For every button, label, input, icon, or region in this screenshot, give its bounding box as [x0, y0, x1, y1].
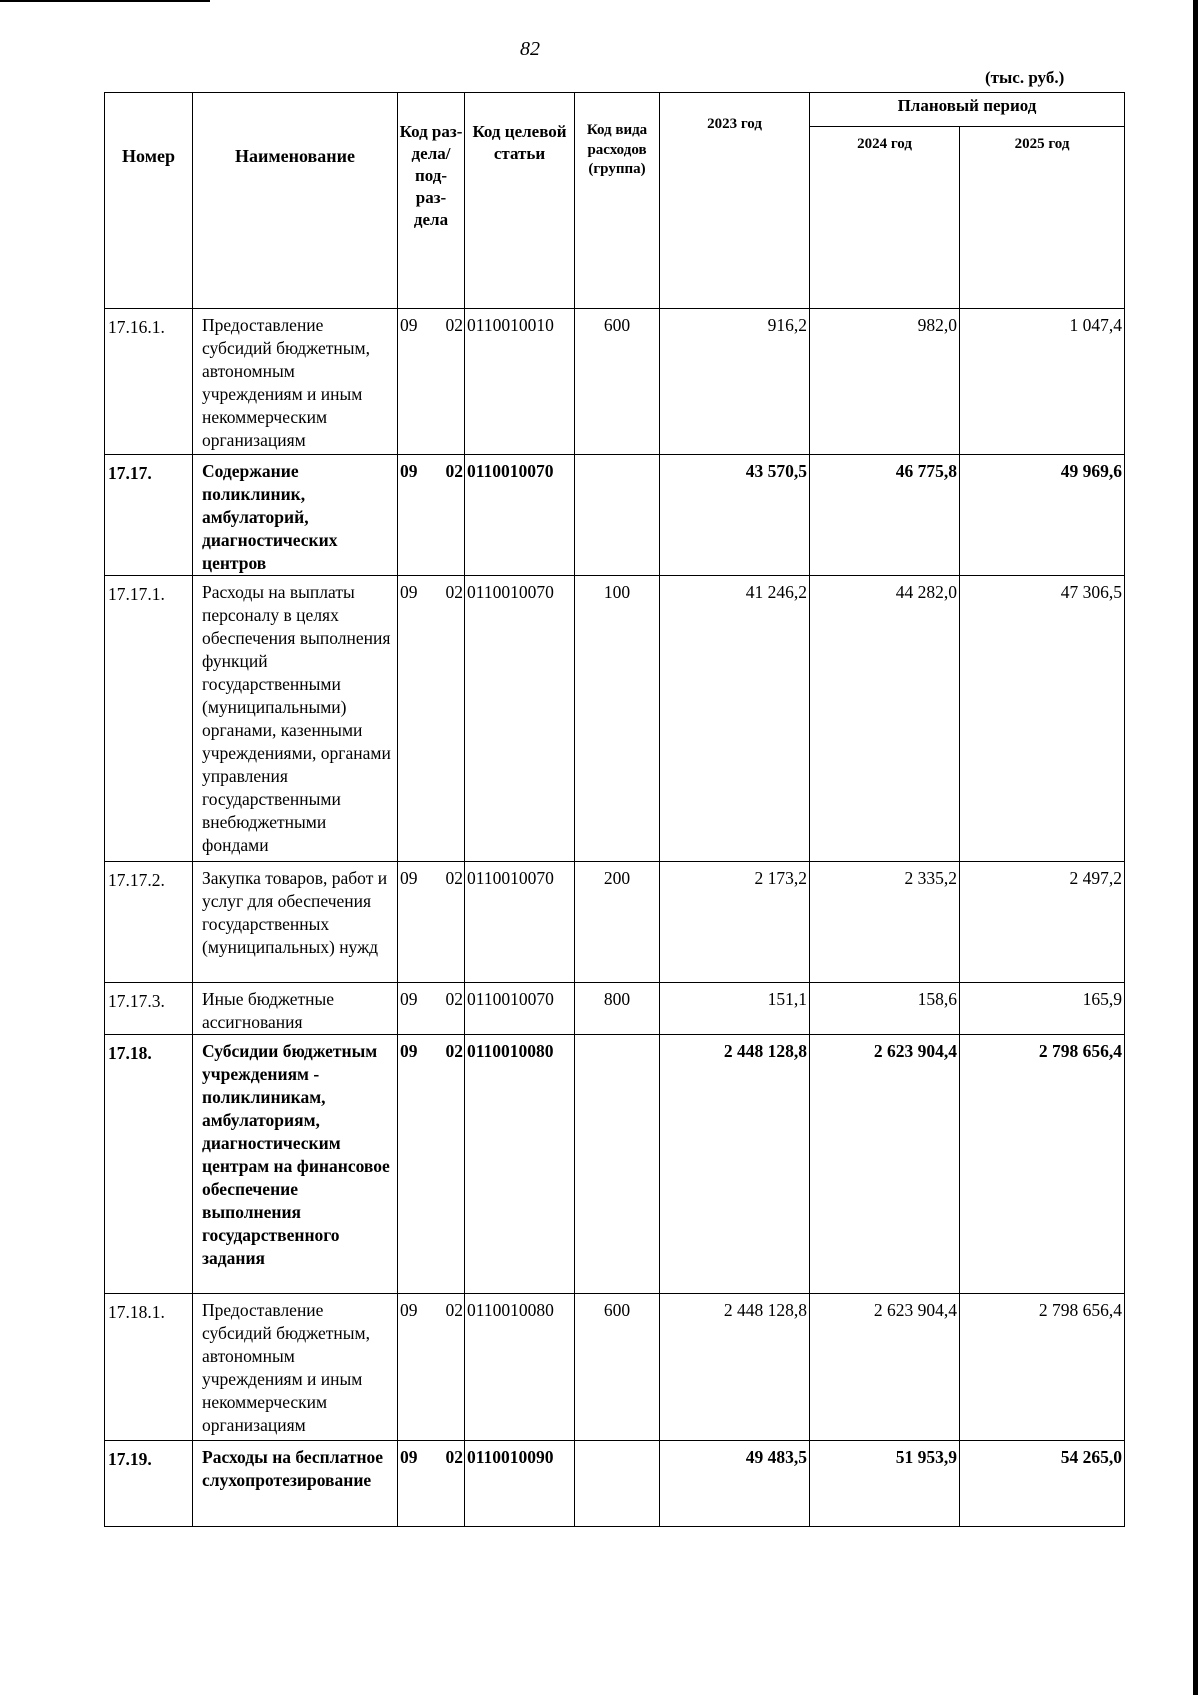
header-2024: 2024 год: [810, 127, 960, 309]
row-value-2023: 2 448 128,8: [660, 1294, 810, 1441]
row-kod-razdela: [398, 1441, 465, 1527]
row-value-2024: 44 282,0: [810, 576, 960, 862]
podrazdel-code: 02: [445, 461, 463, 481]
row-value-2024: 2 623 904,4: [810, 1294, 960, 1441]
row-value-2024: 2 623 904,4: [810, 1035, 960, 1294]
row-kod-celevoy: 0110010090: [465, 1441, 575, 1527]
row-value-2023: 41 246,2: [660, 576, 810, 862]
row-kod-celevoy: 0110010080: [465, 1294, 575, 1441]
row-kod-razdela: [398, 983, 465, 1035]
row-number: 17.17.3.: [105, 983, 193, 1035]
razdel-code: 09: [400, 1041, 418, 1061]
podrazdel-code: 02: [445, 868, 463, 888]
row-value-2024: 51 953,9: [810, 1441, 960, 1527]
table-row: [105, 1035, 1125, 1294]
header-2023: 2023 год: [660, 93, 810, 309]
row-number: 17.17.: [105, 455, 193, 576]
row-value-2025: 2 798 656,4: [960, 1035, 1125, 1294]
row-value-2024: 158,6: [810, 983, 960, 1035]
header-kod-razdela: Код раз- дела/ под- раз- дела: [398, 93, 465, 309]
row-kod-razdela: [398, 576, 465, 862]
row-kod-vida: 100: [575, 576, 660, 862]
razdel-code: 09: [400, 582, 418, 602]
header-nomer: Номер: [105, 93, 193, 309]
row-value-2025: 2 798 656,4: [960, 1294, 1125, 1441]
table-body: [105, 309, 1125, 1527]
row-kod-vida: [575, 1035, 660, 1294]
row-number: 17.17.1.: [105, 576, 193, 862]
scan-edge-border: [1193, 0, 1198, 1695]
row-kod-razdela: [398, 309, 465, 455]
razdel-code: 09: [400, 1447, 418, 1467]
row-value-2024: 46 775,8: [810, 455, 960, 576]
row-kod-celevoy: 0110010010: [465, 309, 575, 455]
razdel-code: 09: [400, 315, 418, 335]
row-name: Предоставление субсидий бюджетным, автономным учреждениям и иным некоммерческим организациям: [193, 309, 398, 455]
header-kod-celevoy: Код целевой статьи: [465, 93, 575, 309]
row-value-2023: 49 483,5: [660, 1441, 810, 1527]
row-kod-celevoy: 0110010070: [465, 576, 575, 862]
row-value-2025: 49 969,6: [960, 455, 1125, 576]
row-number: 17.19.: [105, 1441, 193, 1527]
row-kod-vida: 800: [575, 983, 660, 1035]
row-kod-vida: 600: [575, 309, 660, 455]
razdel-code: 09: [400, 868, 418, 888]
table-row: [105, 862, 1125, 983]
row-name: Расходы на бесплатное слухопротезирование: [193, 1441, 398, 1527]
table-row: [105, 309, 1125, 455]
row-name: Расходы на выплаты персоналу в целях обеспечения выполнения функций государственными (муниципальными) органами, казенными учреждениями, органами управления государственными внебюджетными фондами: [193, 576, 398, 862]
budget-table: [104, 92, 1125, 1527]
table-row: [105, 983, 1125, 1035]
row-kod-vida: 600: [575, 1294, 660, 1441]
row-value-2025: 2 497,2: [960, 862, 1125, 983]
row-kod-razdela: [398, 1294, 465, 1441]
row-value-2024: 982,0: [810, 309, 960, 455]
row-name: Закупка товаров, работ и услуг для обеспечения государственных (муниципальных) нужд: [193, 862, 398, 983]
podrazdel-code: 02: [445, 1041, 463, 1061]
row-kod-razdela: [398, 1035, 465, 1294]
razdel-code: 09: [400, 1300, 418, 1320]
header-planovyi-period: Плановый период: [810, 93, 1125, 127]
page-number: 82: [520, 38, 540, 60]
row-value-2025: 54 265,0: [960, 1441, 1125, 1527]
row-number: 17.18.: [105, 1035, 193, 1294]
row-kod-celevoy: 0110010070: [465, 983, 575, 1035]
row-value-2025: 47 306,5: [960, 576, 1125, 862]
row-value-2025: 165,9: [960, 983, 1125, 1035]
row-name: Содержание поликлиник, амбулаторий, диагностических центров: [193, 455, 398, 576]
row-value-2023: 43 570,5: [660, 455, 810, 576]
header-2025: 2025 год: [960, 127, 1125, 309]
razdel-code: 09: [400, 461, 418, 481]
row-number: 17.18.1.: [105, 1294, 193, 1441]
row-kod-celevoy: 0110010070: [465, 455, 575, 576]
table-row: [105, 455, 1125, 576]
row-kod-vida: 200: [575, 862, 660, 983]
row-value-2025: 1 047,4: [960, 309, 1125, 455]
row-name: Субсидии бюджетным учреждениям - поликлиникам, амбулаториям, диагностическим центрам на финансовое обеспечение выполнения государственного задания: [193, 1035, 398, 1294]
row-kod-razdela: [398, 862, 465, 983]
header-kod-vida: Код вида расходов (группа): [575, 93, 660, 309]
podrazdel-code: 02: [445, 1300, 463, 1320]
row-name: Иные бюджетные ассигнования: [193, 983, 398, 1035]
row-value-2024: 2 335,2: [810, 862, 960, 983]
podrazdel-code: 02: [445, 1447, 463, 1467]
table-row: [105, 1294, 1125, 1441]
row-value-2023: 151,1: [660, 983, 810, 1035]
scan-edge-line: [0, 0, 210, 2]
header-naimenovanie: Наименование: [193, 93, 398, 309]
row-kod-vida: [575, 1441, 660, 1527]
row-value-2023: 916,2: [660, 309, 810, 455]
row-kod-celevoy: 0110010070: [465, 862, 575, 983]
podrazdel-code: 02: [445, 989, 463, 1009]
row-kod-razdela: [398, 455, 465, 576]
table-row: [105, 576, 1125, 862]
razdel-code: 09: [400, 989, 418, 1009]
row-value-2023: 2 173,2: [660, 862, 810, 983]
units-label: (тыс. руб.): [985, 68, 1065, 87]
row-number: 17.17.2.: [105, 862, 193, 983]
podrazdel-code: 02: [445, 582, 463, 602]
row-value-2023: 2 448 128,8: [660, 1035, 810, 1294]
row-kod-vida: [575, 455, 660, 576]
podrazdel-code: 02: [445, 315, 463, 335]
row-kod-celevoy: 0110010080: [465, 1035, 575, 1294]
table-row: [105, 1441, 1125, 1527]
row-name: Предоставление субсидий бюджетным, автономным учреждениям и иным некоммерческим организациям: [193, 1294, 398, 1441]
row-number: 17.16.1.: [105, 309, 193, 455]
